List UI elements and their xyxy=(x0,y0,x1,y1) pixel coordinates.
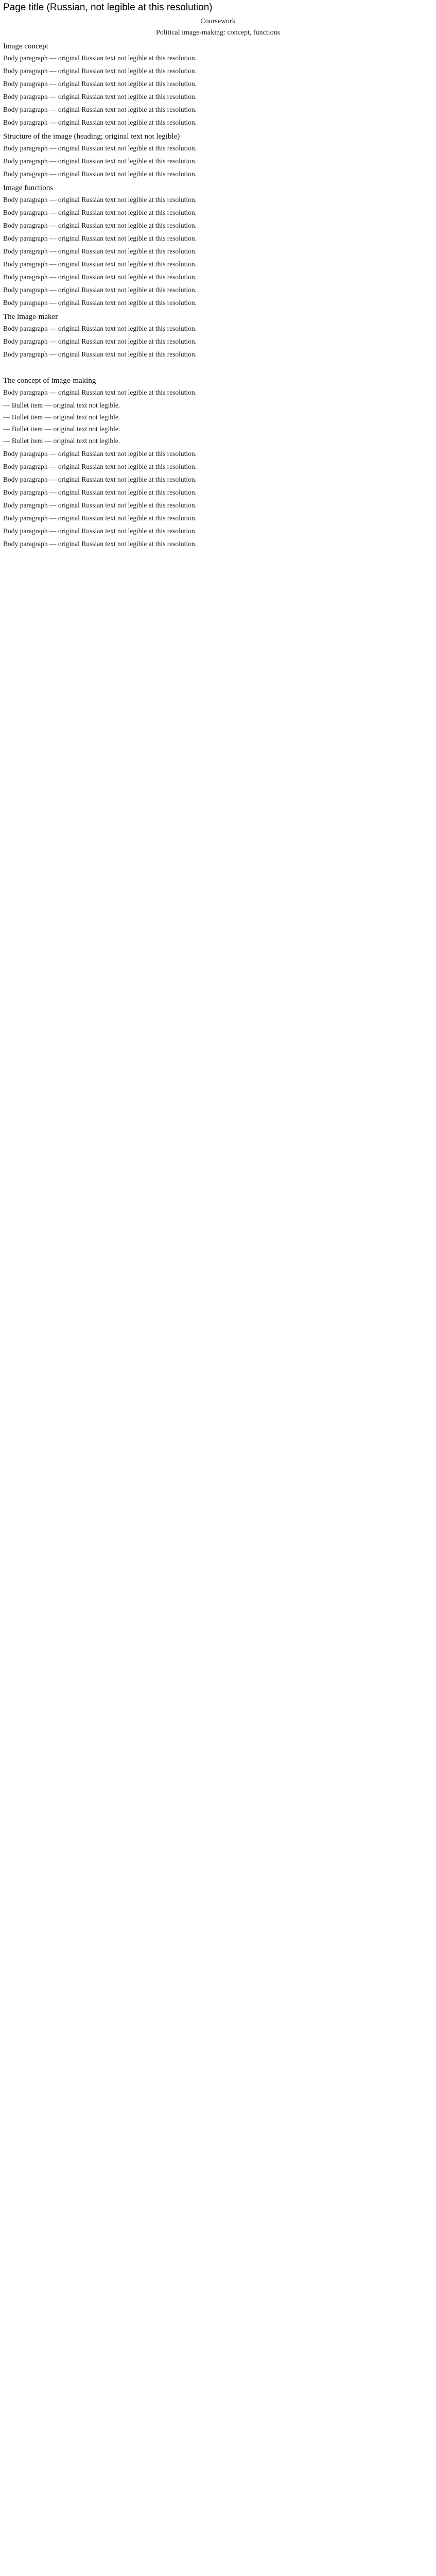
body-paragraph: Body paragraph — original Russian text not legible at this resolution. xyxy=(3,260,197,268)
paragraph-group-6 xyxy=(3,449,433,549)
body-paragraph: Body paragraph — original Russian text not legible at this resolution. xyxy=(3,337,197,345)
body-paragraph: Body paragraph — original Russian text not legible at this resolution. xyxy=(3,54,197,62)
bullet-item: — Bullet item — original text not legible. xyxy=(3,425,120,433)
body-paragraph: Body paragraph — original Russian text not legible at this resolution. xyxy=(3,514,197,522)
body-paragraph: Body paragraph — original Russian text not legible at this resolution. xyxy=(3,388,197,396)
body-paragraph: Body paragraph — original Russian text not legible at this resolution. xyxy=(3,93,197,100)
body-paragraph: Body paragraph — original Russian text not legible at this resolution. xyxy=(3,273,197,281)
section-spacer xyxy=(3,362,433,371)
body-paragraph: Body paragraph — original Russian text not legible at this resolution. xyxy=(3,234,197,242)
paragraph-group-2 xyxy=(3,143,433,179)
body-paragraph: Body paragraph — original Russian text not legible at this resolution. xyxy=(3,144,197,152)
paragraph-group-5 xyxy=(3,387,433,397)
bullet-list xyxy=(3,400,433,446)
bullet-item: — Bullet item — original text not legible. xyxy=(3,401,120,409)
body-paragraph: Body paragraph — original Russian text not legible at this resolution. xyxy=(3,463,197,470)
body-paragraph: Body paragraph — original Russian text not legible at this resolution. xyxy=(3,222,197,229)
section-heading-intro: Image concept xyxy=(3,42,48,50)
bullet-item: — Bullet item — original text not legible. xyxy=(3,413,120,421)
section-heading-functions: Image functions xyxy=(3,184,54,192)
body-paragraph: Body paragraph — original Russian text not legible at this resolution. xyxy=(3,247,197,255)
body-paragraph: Body paragraph — original Russian text not legible at this resolution. xyxy=(3,106,197,113)
structure-heading: Structure of the image (heading; original text not legible) xyxy=(3,132,180,141)
paragraph-group-3 xyxy=(3,195,433,308)
body-paragraph: Body paragraph — original Russian text not legible at this resolution. xyxy=(3,286,197,294)
body-paragraph: Body paragraph — original Russian text not legible at this resolution. xyxy=(3,488,197,496)
section-heading-imagemaker: The image-maker xyxy=(3,313,58,321)
body-paragraph: Body paragraph — original Russian text not legible at this resolution. xyxy=(3,350,197,358)
body-paragraph: Body paragraph — original Russian text not legible at this resolution. xyxy=(3,540,197,548)
body-paragraph: Body paragraph — original Russian text not legible at this resolution. xyxy=(3,170,197,178)
body-paragraph: Body paragraph — original Russian text not legible at this resolution. xyxy=(3,67,197,75)
body-paragraph: Body paragraph — original Russian text not legible at this resolution. xyxy=(3,80,197,88)
body-paragraph: Body paragraph — original Russian text not legible at this resolution. xyxy=(3,450,197,457)
body-paragraph: Body paragraph — original Russian text not legible at this resolution. xyxy=(3,325,197,332)
body-paragraph: Body paragraph — original Russian text not legible at this resolution. xyxy=(3,209,197,216)
body-paragraph: Body paragraph — original Russian text not legible at this resolution. xyxy=(3,501,197,509)
body-paragraph: Body paragraph — original Russian text not legible at this resolution. xyxy=(3,196,197,204)
body-paragraph: Body paragraph — original Russian text not legible at this resolution. xyxy=(3,476,197,483)
paragraph-group-4 xyxy=(3,324,433,359)
section-heading-imagemaking: The concept of image-making xyxy=(3,377,96,385)
body-paragraph: Body paragraph — original Russian text not legible at this resolution. xyxy=(3,527,197,535)
body-paragraph: Body paragraph — original Russian text not legible at this resolution. xyxy=(3,299,197,307)
body-paragraph: Body paragraph — original Russian text not legible at this resolution. xyxy=(3,157,197,165)
document-title: Page title (Russian, not legible at this resolution) xyxy=(3,2,213,13)
body-paragraph: Body paragraph — original Russian text not legible at this resolution. xyxy=(3,118,197,126)
subtitle-line-1: Coursework xyxy=(200,18,236,25)
bullet-item: — Bullet item — original text not legible. xyxy=(3,437,120,445)
paragraph-group-1 xyxy=(3,53,433,127)
subtitle-line-2: Political image-making: concept, functions xyxy=(155,29,281,37)
